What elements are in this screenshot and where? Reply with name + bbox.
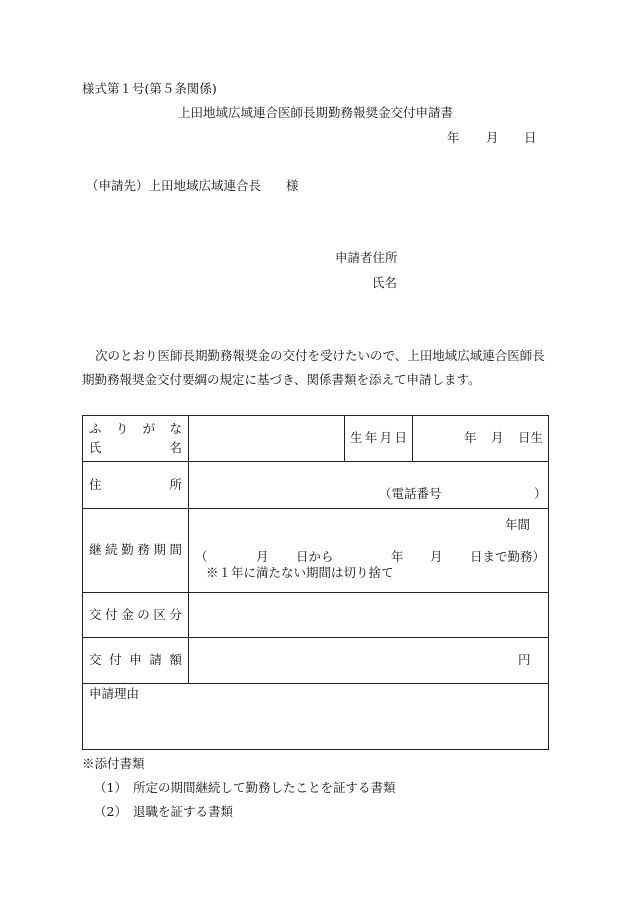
attachments-heading: ※添付書類 (82, 756, 145, 771)
birthdate-field[interactable]: 年 月 日生 (413, 416, 549, 462)
application-table (82, 415, 549, 750)
continuous-label-cell (83, 509, 189, 593)
body-text-line1: 次のとおり医師長期勤務報奨金の交付を受けたいので、上田地域広域連合医師長 (95, 348, 545, 363)
years-suffix: 年間 (505, 517, 531, 532)
address-label-cell (83, 462, 189, 509)
reason-label: 申請理由 (89, 686, 140, 701)
category-label: 交 付 金 の 区 分 (89, 606, 182, 622)
amount-unit: 円 (518, 652, 531, 667)
phone-close: ） (534, 486, 547, 501)
attachment-text-1: 所定の期間継続して勤務したことを証する書類 (133, 780, 396, 795)
document-title: 上田地域広域連合医師長期勤務報奨金交付申請書 (178, 105, 454, 120)
amount-label-cell (83, 638, 189, 684)
row-reason (83, 684, 549, 750)
body-text-line2: 期勤務報奨金交付要綱の規定に基づき、関係書類を添えて申請します。 (82, 372, 481, 387)
row-amount (83, 638, 549, 684)
form-number: 様式第１号(第５条関係) (82, 81, 217, 96)
address-field[interactable] (189, 462, 549, 509)
birthdate-label: 生 年 月 日 (350, 430, 407, 446)
name-field[interactable] (189, 416, 345, 462)
attachment-text-2: 退職を証する書類 (133, 804, 234, 819)
continuous-period-field[interactable]: 年間 （ 月 日から 年 月 日まで勤務） ※１年に満たない期間は切り捨て (189, 509, 549, 593)
birthdate-label-cell (345, 416, 413, 462)
period-note: ※１年に満たない期間は切り捨て (206, 565, 394, 580)
furigana-label: ふ り が な (89, 421, 182, 436)
address-label: 住 所 (89, 476, 182, 492)
continuous-period-label: 継 続 勤 務 期 間 (89, 542, 182, 558)
attachment-num-1: （1） (94, 780, 127, 795)
category-field[interactable] (189, 593, 549, 638)
applicant-name-label: 氏名 (372, 275, 398, 290)
category-label-cell (83, 593, 189, 638)
amount-field[interactable] (189, 638, 549, 684)
name-label: 氏 名 (89, 439, 182, 455)
row-name (83, 416, 549, 462)
reason-field[interactable] (83, 684, 549, 750)
row-category (83, 593, 549, 638)
amount-label: 交 付 申 請 額 (89, 652, 182, 668)
name-label-cell (83, 416, 189, 462)
date-day: 日 (524, 130, 537, 145)
date-year: 年 (447, 130, 460, 145)
phone-label: （電話番号 (379, 486, 442, 501)
row-continuous-period (83, 509, 549, 593)
addressee: （申請先）上田地域広域連合長 様 (86, 178, 299, 193)
date-month: 月 (486, 130, 499, 145)
attachment-num-2: （2） (94, 804, 127, 819)
applicant-address-label: 申請者住所 (335, 250, 398, 265)
row-address (83, 462, 549, 509)
